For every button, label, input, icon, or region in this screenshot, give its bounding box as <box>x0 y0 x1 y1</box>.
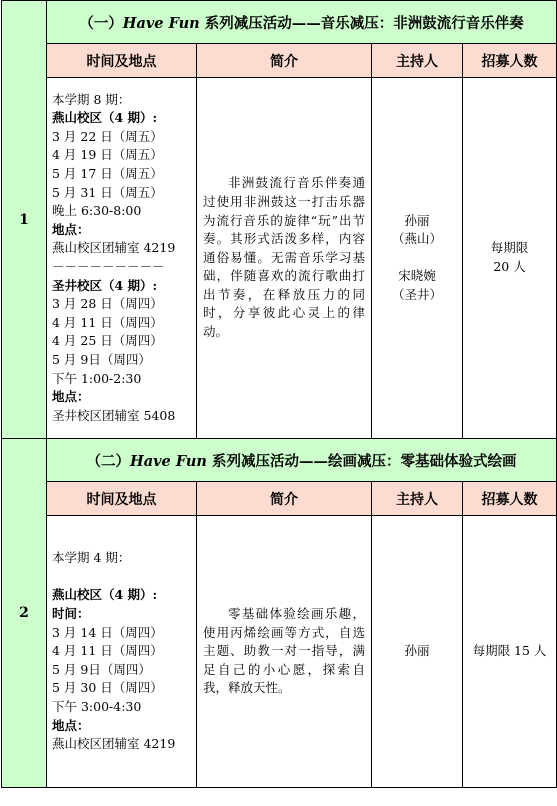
host-name: 孙丽 <box>404 212 430 228</box>
session-date: 4 月 11 日（周四） <box>52 643 163 659</box>
host-campus: （燕山） <box>391 231 442 247</box>
place-value: 圣井校区团辅室 5408 <box>52 407 176 423</box>
header-intro: 简介 <box>197 44 372 78</box>
session-date: 5 月 9日（周四） <box>52 351 151 367</box>
activity-1-body-row <box>2 78 557 439</box>
schedule-intro: 本学期 8 期： <box>52 91 131 107</box>
header-quota: 招募人数 <box>463 482 557 516</box>
title-prefix: （二） <box>86 452 131 470</box>
activity-2-title-row <box>2 439 557 482</box>
session-date: 3 月 14 日（周四） <box>52 624 163 640</box>
campus-label: 圣井校区（4 期）: <box>52 277 158 293</box>
header-intro: 简介 <box>197 482 372 516</box>
schedule-intro: 本学期 4 期： <box>52 550 131 566</box>
description-cell: 非洲鼓流行音乐伴奏通过使用非洲鼓这一打击乐器为流行音乐的旋律“玩”出节奏。其形式活泼多样，内容通俗易懂。无需音乐学习基础，伴随喜欢的流行歌曲打出节奏，在释放压力的同时，分享彼此心灵上的律动。 <box>197 78 372 439</box>
activity-number: 1 <box>2 1 47 439</box>
session-date: 3 月 28 日（周四） <box>52 296 163 312</box>
quota-cell <box>463 516 557 788</box>
title-prefix: （一） <box>79 14 123 32</box>
header-quota: 招募人数 <box>463 44 557 78</box>
host-campus: （圣井） <box>391 286 442 302</box>
time-label: 时间： <box>52 606 90 622</box>
campus-label: 燕山校区（4 期）: <box>52 587 158 603</box>
activity-table <box>1 0 557 788</box>
time-place-cell <box>47 516 197 788</box>
session-date: 4 月 19 日（周五） <box>52 147 163 163</box>
activity-number: 2 <box>2 439 47 788</box>
host-cell <box>372 78 463 439</box>
place-value: 燕山校区团辅室 4219 <box>52 736 176 752</box>
place-label: 地点： <box>52 389 90 405</box>
session-date: 5 月 17 日（周五） <box>52 166 163 182</box>
session-time: 下午 3:00-4:30 <box>52 698 142 714</box>
activity-2-header-row <box>2 482 557 516</box>
campus-label: 燕山校区（4 期）: <box>52 110 158 126</box>
session-date: 4 月 25 日（周四） <box>52 333 163 349</box>
place-label: 地点： <box>52 221 90 237</box>
header-time-place: 时间及地点 <box>47 44 197 78</box>
quota-line: 每期限 <box>490 240 529 256</box>
header-time-place: 时间及地点 <box>47 482 197 516</box>
activity-1-header-row <box>2 44 557 78</box>
time-place-cell <box>47 78 197 439</box>
activity-title <box>47 439 557 482</box>
session-time: 晚上 6:30-8:00 <box>52 203 142 219</box>
title-rest: 系列减压活动——音乐减压：非洲鼓流行音乐伴奏 <box>199 14 524 32</box>
title-brand: Have Fun <box>122 14 200 32</box>
session-date: 3 月 22 日（周五） <box>52 128 163 144</box>
title-brand: Have Fun <box>130 452 207 470</box>
place-value: 燕山校区团辅室 4219 <box>52 240 176 256</box>
header-host: 主持人 <box>372 482 463 516</box>
host-name: 宋晓婉 <box>398 268 436 284</box>
session-time: 下午 1:00-2:30 <box>52 370 142 386</box>
title-rest: 系列减压活动——绘画减压：零基础体验式绘画 <box>206 452 517 470</box>
host-cell <box>372 516 463 788</box>
activity-2-body-row <box>2 516 557 788</box>
description-cell: 零基础体验绘画乐趣，使用丙烯绘画等方式，自选主题、助教一对一指导，满足自己的小心愿，探索自我，释放天性。 <box>197 516 372 788</box>
host-name: 孙丽 <box>404 643 430 659</box>
activity-1-title-row <box>2 1 557 44</box>
quota-line: 20 人 <box>493 259 526 274</box>
divider-line: －－－－－－－－－ <box>52 259 165 274</box>
quota-line: 每期限 15 人 <box>472 643 547 659</box>
quota-cell <box>463 78 557 439</box>
session-date: 5 月 9日（周四） <box>52 661 151 677</box>
place-label: 地点： <box>52 717 90 733</box>
activity-title <box>47 1 557 44</box>
header-host: 主持人 <box>372 44 463 78</box>
session-date: 5 月 31 日（周五） <box>52 184 163 200</box>
session-date: 5 月 30 日（周四） <box>52 680 163 696</box>
session-date: 4 月 11 日（周四） <box>52 314 163 330</box>
